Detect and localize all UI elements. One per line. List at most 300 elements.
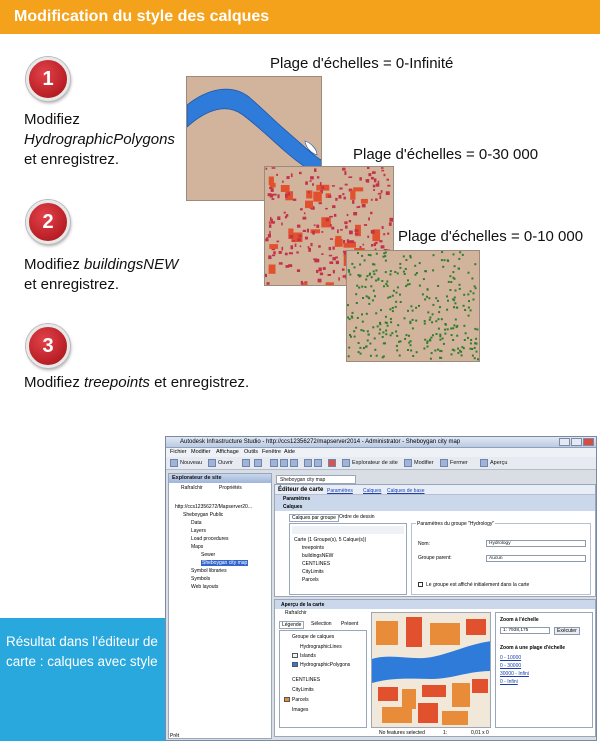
tree-point-mark	[393, 290, 395, 292]
tree-point-mark	[367, 330, 369, 332]
tab-present[interactable]: Présent	[341, 621, 359, 627]
legend-swatch-islands	[292, 653, 298, 658]
building-mark	[319, 202, 322, 204]
building-mark	[347, 239, 349, 243]
legend-citylimits[interactable]: CityLimits	[292, 687, 314, 693]
result-text: Résultat dans l'éditeur de carte : calques avec style	[6, 634, 158, 669]
tree-point-mark	[407, 279, 409, 281]
tree-point-mark	[363, 347, 365, 349]
building-mark	[330, 238, 333, 240]
building-mark	[371, 244, 373, 247]
tree-point-mark	[429, 317, 431, 319]
menu-fichier[interactable]: Fichier	[170, 449, 187, 455]
tree-point-mark	[457, 348, 459, 350]
tree-point-mark	[399, 355, 401, 357]
tree-point-mark	[348, 347, 350, 349]
tree-point-mark	[373, 273, 375, 275]
building-mark	[390, 218, 394, 222]
tree-point-mark	[439, 334, 441, 336]
layer-parcels[interactable]: Parcels	[302, 577, 319, 583]
tree-point-mark	[468, 307, 470, 309]
tree-point-mark	[461, 346, 463, 348]
building-mark	[337, 229, 339, 233]
map-preview-canvas[interactable]	[371, 612, 491, 728]
save-icon[interactable]	[242, 459, 250, 467]
open-button[interactable]: Ouvrir	[218, 460, 233, 466]
building-mark	[362, 204, 366, 208]
tree-point-mark	[364, 286, 366, 288]
building-mark	[308, 248, 311, 252]
tree-point-mark	[456, 307, 458, 309]
layer-centlines[interactable]: CENTLINES	[302, 561, 331, 567]
building-mark	[381, 167, 384, 169]
tree-point-mark	[404, 317, 406, 319]
tree-point-mark	[385, 252, 387, 254]
map-editor-title: Éditeur de carte	[278, 487, 324, 493]
menu-modifier[interactable]: Modifier	[191, 449, 211, 455]
tree-server-node[interactable]: http://ccs12356272/Mapserver20...	[175, 504, 252, 510]
layers-toolbar	[292, 526, 404, 534]
tree-point-mark	[446, 309, 448, 311]
zoom-range-0-30000[interactable]: 0 - 30000	[500, 663, 522, 669]
tree-point-mark	[395, 306, 397, 308]
tree-point-mark	[447, 300, 449, 302]
zoom-range-0-infini[interactable]: 0 - Infini	[500, 679, 518, 685]
building-mark	[382, 226, 384, 229]
tree-point-mark	[409, 283, 411, 285]
tree-point-mark	[474, 357, 476, 359]
tree-map-sewer[interactable]: Sewer	[201, 552, 216, 558]
tree-point-mark	[362, 321, 364, 323]
tree-point-mark	[405, 285, 407, 287]
building-mark	[384, 174, 386, 176]
tree-point-mark	[419, 262, 421, 264]
page-title: Modification du style des calques	[14, 8, 270, 25]
tree-point-mark	[463, 325, 465, 327]
tree-point-mark	[449, 289, 451, 291]
building-mark	[371, 199, 373, 201]
section-layers-bar[interactable]	[275, 503, 595, 511]
building-mark	[277, 216, 280, 220]
layer-buildingsnew[interactable]: buildingsNEW	[302, 553, 334, 559]
layer-map-root[interactable]: Carte (1 Groupe(s), 5 Calque(s))	[294, 537, 367, 543]
tab-sheboygan-city-map[interactable]: Sheboygan city map	[276, 475, 356, 484]
building-mark	[320, 273, 323, 276]
preview-icon	[480, 459, 488, 467]
menu-fenetre[interactable]: Fenêtre	[262, 449, 281, 455]
legend-layer-group[interactable]: Groupe de calques	[292, 634, 335, 640]
tree-point-mark	[375, 270, 377, 272]
building-mark	[295, 244, 297, 247]
tree-point-mark	[430, 358, 432, 360]
building-mark	[374, 243, 376, 246]
status-ready: Prêt	[170, 733, 180, 739]
tree-point-mark	[362, 297, 364, 299]
building-mark	[291, 173, 293, 177]
tree-map-sheboygan[interactable]: Sheboygan city map	[202, 560, 248, 566]
tree-point-mark	[385, 283, 387, 285]
close-button[interactable]: Fermer	[450, 460, 468, 466]
layer-treepoints[interactable]: treepoints	[302, 545, 324, 551]
tree-point-mark	[365, 279, 367, 281]
tree-point-mark	[435, 297, 437, 299]
tree-point-mark	[357, 317, 359, 319]
tree-folder-load-procedures[interactable]: Load procedures	[191, 536, 229, 542]
building-mark	[368, 217, 370, 220]
building-mark	[316, 270, 318, 273]
tree-point-mark	[448, 281, 450, 283]
building-mark	[299, 172, 302, 174]
group-visible-checkbox[interactable]	[418, 582, 423, 587]
building-mark	[347, 214, 349, 216]
tree-point-mark	[454, 297, 456, 299]
building-mark	[321, 231, 323, 233]
window-close-button[interactable]	[583, 438, 594, 446]
legend-hydrographicpolygons[interactable]: HydrographicPolygons	[300, 662, 351, 668]
building-mark	[340, 229, 343, 231]
site-explorer-title: Explorateur de site	[169, 474, 271, 483]
tree-point-mark	[454, 278, 456, 280]
building-mark	[334, 214, 337, 217]
building-mark	[276, 174, 278, 176]
step-3-text	[24, 373, 249, 393]
building-mark	[271, 188, 274, 192]
tree-point-mark	[468, 272, 470, 274]
tree-point-mark	[382, 331, 384, 333]
tree-point-mark	[437, 285, 439, 287]
building-mark	[331, 227, 334, 230]
tree-point-mark	[412, 355, 414, 357]
building-mark	[336, 261, 339, 264]
tree-point-mark	[462, 254, 464, 256]
tree-point-mark	[406, 334, 408, 336]
step-3-suffix: et enregistrez.	[149, 374, 250, 391]
building-mark	[363, 244, 365, 246]
name-label: Nom:	[418, 541, 430, 547]
building-mark	[282, 247, 284, 251]
tree-point-mark	[471, 278, 473, 280]
cut-icon[interactable]	[270, 459, 278, 467]
building-mark	[305, 201, 313, 209]
menu-affichage[interactable]: Affichage	[216, 449, 239, 455]
zoom-scale-input[interactable]: 1: 7938,175	[500, 627, 550, 634]
tree-point-mark	[361, 255, 363, 257]
tree-point-mark	[426, 342, 428, 344]
tree-point-mark	[445, 324, 447, 326]
tab-legend[interactable]: Légende	[279, 621, 304, 629]
tree-point-mark	[424, 298, 426, 300]
tree-point-mark	[364, 259, 366, 261]
building-mark	[374, 178, 377, 182]
building-mark	[328, 195, 331, 197]
link-calques[interactable]: Calques	[363, 488, 382, 494]
link-calques-de-base[interactable]: Calques de base	[387, 488, 425, 494]
building-mark	[288, 192, 290, 195]
tree-point-mark	[424, 339, 426, 341]
tree-point-mark	[470, 290, 472, 292]
tree-point-mark	[427, 311, 429, 313]
tree-folder-maps[interactable]: Maps	[191, 544, 204, 550]
tree-point-mark	[477, 358, 479, 360]
tree-point-mark	[387, 297, 389, 299]
layers-list-box	[289, 523, 407, 595]
stop-icon[interactable]	[328, 459, 336, 467]
building-mark	[329, 247, 332, 250]
legend-centlines[interactable]: CENTLINES	[292, 677, 321, 683]
tree-point-mark	[397, 272, 399, 274]
legend-images[interactable]: Images	[292, 707, 309, 713]
tree-point-mark	[380, 309, 382, 311]
new-button[interactable]: Nouveau	[180, 460, 203, 466]
map-preview-header	[275, 600, 595, 609]
redo-icon[interactable]	[314, 459, 322, 467]
properties-button[interactable]: Propriétés	[219, 485, 242, 491]
tree-point-mark	[449, 275, 451, 277]
tree-point-mark	[447, 259, 449, 261]
building-mark	[360, 246, 362, 248]
open-icon	[208, 459, 216, 467]
tree-point-mark	[397, 324, 399, 326]
tree-point-mark	[387, 325, 389, 327]
site-explorer-button[interactable]: Explorateur de site	[352, 460, 398, 466]
building-mark	[272, 167, 276, 169]
building-mark	[381, 190, 383, 193]
modify-button[interactable]: Modifier	[414, 460, 434, 466]
building-mark	[281, 185, 290, 192]
zoom-range-30000-infini[interactable]: 30000 - Infini	[500, 671, 529, 677]
legend-swatch-parcels	[284, 697, 290, 702]
trees-map-image	[346, 250, 480, 362]
tree-point-mark	[377, 278, 379, 280]
building-mark	[328, 274, 332, 276]
tree-point-mark	[470, 342, 472, 344]
building-mark	[381, 170, 384, 172]
parent-group-select[interactable]: Aucun	[486, 555, 586, 562]
tree-point-mark	[360, 329, 362, 331]
legend-parcels[interactable]: Parcels	[292, 697, 309, 703]
tree-point-mark	[385, 333, 387, 335]
building-mark	[268, 255, 271, 259]
tree-point-mark	[468, 300, 470, 302]
tree-folder-layers[interactable]: Layers	[191, 528, 207, 534]
tree-point-mark	[470, 339, 472, 341]
preview-button[interactable]: Aperçu	[490, 460, 508, 466]
building-mark	[296, 251, 299, 253]
building-mark	[387, 179, 390, 181]
tree-point-mark	[454, 265, 456, 267]
status-scale: 1:	[443, 730, 448, 736]
building-mark	[297, 269, 300, 272]
building-mark	[272, 255, 275, 257]
refresh-button[interactable]: Rafraîchir	[181, 485, 203, 491]
building-mark	[332, 185, 335, 187]
tab-selection[interactable]: Sélection	[311, 621, 332, 627]
tree-point-mark	[418, 305, 420, 307]
building-mark	[304, 212, 306, 214]
tree-point-mark	[470, 309, 472, 311]
tree-point-mark	[395, 331, 397, 333]
building-mark	[326, 218, 329, 221]
layer-citylimits[interactable]: CityLimits	[302, 569, 324, 575]
building-mark	[277, 194, 279, 198]
menu-aide[interactable]: Aide	[284, 449, 296, 455]
building-mark	[355, 233, 359, 235]
tree-point-mark	[467, 293, 469, 295]
treepoints-drawing	[347, 251, 480, 362]
copy-icon[interactable]	[280, 459, 288, 467]
tab-layers-by-group[interactable]: Calques par groupe	[289, 514, 339, 522]
tree-point-mark	[352, 312, 354, 314]
site-explorer-icon	[342, 459, 350, 467]
tab-draw-order[interactable]: Ordre de dessin	[339, 514, 375, 520]
building-mark	[269, 244, 278, 249]
tree-point-mark	[430, 337, 432, 339]
building-mark	[380, 195, 382, 199]
tree-point-mark	[459, 251, 461, 253]
building-mark	[378, 193, 382, 195]
tree-folder-web-layouts[interactable]: Web layouts	[191, 584, 219, 590]
tree-point-mark	[473, 292, 475, 294]
zoom-range-0-10000[interactable]: 0 - 10000	[500, 655, 522, 661]
tree-point-mark	[427, 288, 429, 290]
building-mark	[376, 183, 380, 186]
tree-point-mark	[356, 285, 358, 287]
paste-icon[interactable]	[290, 459, 298, 467]
tree-point-mark	[416, 351, 418, 353]
tree-point-mark	[441, 251, 443, 253]
tree-point-mark	[358, 287, 360, 289]
tree-point-mark	[456, 326, 458, 328]
building-mark	[368, 173, 371, 176]
tree-point-mark	[472, 355, 474, 357]
tree-point-mark	[405, 259, 407, 261]
tree-point-mark	[389, 273, 391, 275]
tree-point-mark	[368, 296, 370, 298]
tree-point-mark	[458, 258, 460, 260]
group-name-input[interactable]: Hydrology	[486, 540, 586, 547]
section-params-bar[interactable]	[275, 495, 595, 503]
tree-point-mark	[444, 333, 446, 335]
tree-point-mark	[412, 319, 414, 321]
tree-point-mark	[384, 342, 386, 344]
tree-point-mark	[392, 310, 394, 312]
save-all-icon[interactable]	[254, 459, 262, 467]
tree-point-mark	[350, 336, 352, 338]
tree-point-mark	[349, 318, 351, 320]
close-doc-icon	[440, 459, 448, 467]
tree-point-mark	[465, 332, 467, 334]
tree-point-mark	[410, 305, 412, 307]
building-mark	[279, 251, 282, 254]
tree-point-mark	[381, 280, 383, 282]
building-mark	[312, 231, 315, 235]
tree-point-mark	[410, 350, 412, 352]
tree-point-mark	[467, 337, 469, 339]
step-2-badge: 2	[26, 200, 70, 244]
building-mark	[266, 168, 268, 170]
step-2-prefix: Modifiez	[24, 256, 85, 273]
tree-point-mark	[476, 343, 478, 345]
zoom-to-scale-title: Zoom à l'échelle	[500, 617, 539, 623]
tree-point-mark	[435, 320, 437, 322]
building-mark	[265, 274, 267, 277]
building-mark	[364, 224, 367, 226]
tree-point-mark	[369, 343, 371, 345]
tree-folder-symbol-libraries[interactable]: Symbol libraries	[191, 568, 227, 574]
building-mark	[332, 257, 336, 260]
building-mark	[344, 197, 346, 200]
tree-folder-data[interactable]: Data	[191, 520, 202, 526]
tree-point-mark	[371, 276, 373, 278]
building-mark	[265, 239, 268, 242]
tree-point-mark	[437, 300, 439, 302]
legend-hydrographiclines[interactable]: HydrographicLines	[300, 644, 342, 650]
tree-point-mark	[407, 310, 409, 312]
maximize-button[interactable]	[571, 438, 582, 446]
step-1-line1: Modifiez	[24, 111, 80, 128]
tree-point-mark	[476, 351, 478, 353]
tree-point-mark	[360, 353, 362, 355]
preview-refresh-button[interactable]: Rafraîchir	[285, 610, 307, 616]
undo-icon[interactable]	[304, 459, 312, 467]
map-editor-panel	[274, 484, 596, 597]
tree-folder-symbols[interactable]: Symbols	[191, 576, 211, 582]
step-3-layer: treepoints	[84, 374, 150, 391]
building-mark	[349, 220, 351, 222]
menu-outils[interactable]: Outils	[244, 449, 259, 455]
building-mark	[387, 185, 390, 187]
building-mark	[349, 231, 353, 235]
building-mark	[373, 189, 375, 191]
zoom-execute-button[interactable]: Exécuter	[554, 627, 580, 635]
tree-point-mark	[386, 322, 388, 324]
tree-point-mark	[372, 326, 374, 328]
building-mark	[318, 245, 321, 248]
tree-folder-public[interactable]: Sheboygan Public	[183, 512, 224, 518]
tree-point-mark	[450, 281, 452, 283]
tree-point-mark	[370, 285, 372, 287]
building-mark	[303, 230, 306, 232]
tree-point-mark	[429, 339, 431, 341]
step-2-line2: et enregistrez.	[24, 276, 120, 293]
tree-point-mark	[474, 263, 476, 265]
tree-point-mark	[361, 286, 363, 288]
tree-point-mark	[416, 272, 418, 274]
tree-point-mark	[361, 313, 363, 315]
building-mark	[325, 208, 328, 210]
building-mark	[320, 182, 322, 186]
tree-point-mark	[351, 263, 353, 265]
tree-point-mark	[412, 310, 414, 312]
tree-point-mark	[355, 327, 357, 329]
tree-point-mark	[384, 255, 386, 257]
building-mark	[367, 236, 369, 238]
building-mark	[289, 252, 293, 254]
tree-point-mark	[459, 350, 461, 352]
tree-point-mark	[395, 301, 397, 303]
tree-point-mark	[461, 354, 463, 356]
tree-point-mark	[379, 323, 381, 325]
tree-point-mark	[356, 302, 358, 304]
minimize-button[interactable]	[559, 438, 570, 446]
legend-islands[interactable]: Islands	[300, 653, 316, 659]
building-mark	[277, 241, 280, 243]
tree-point-mark	[442, 338, 444, 340]
tree-point-mark	[359, 347, 361, 349]
link-parametres[interactable]: Paramètres	[327, 488, 353, 494]
tree-point-mark	[389, 308, 391, 310]
tree-point-mark	[385, 271, 387, 273]
